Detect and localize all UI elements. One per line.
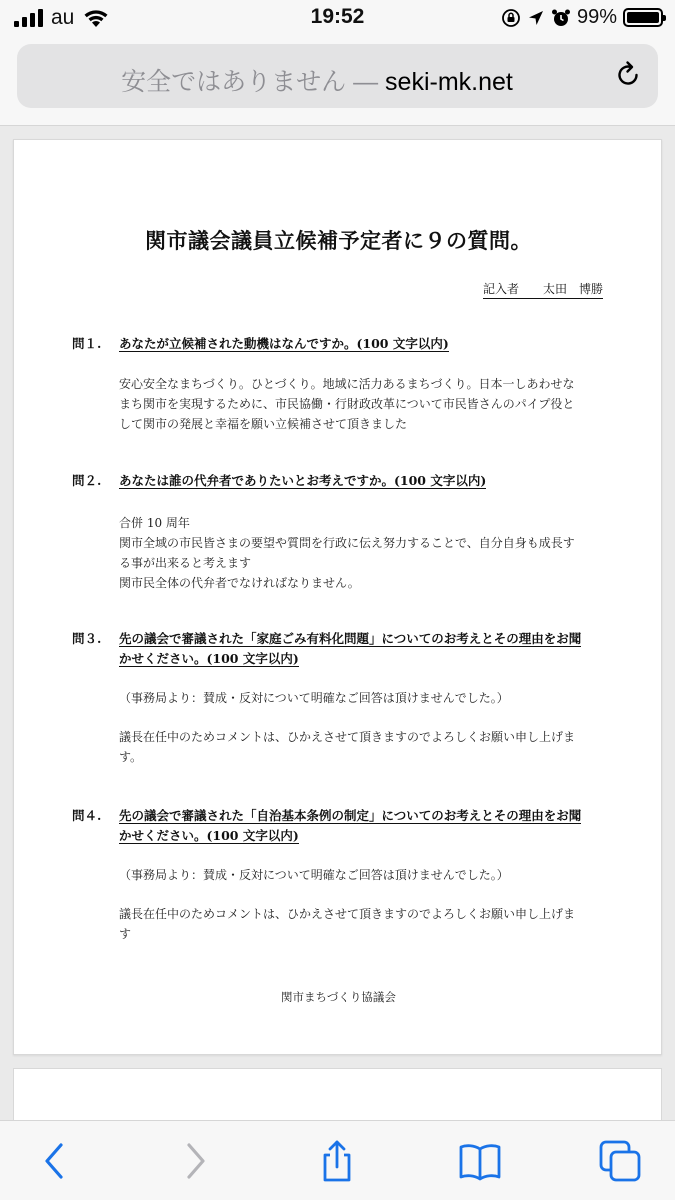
reload-icon[interactable] — [612, 59, 644, 91]
back-button[interactable] — [33, 1139, 77, 1183]
share-button[interactable] — [315, 1139, 359, 1183]
pdf-page — [13, 139, 662, 1055]
insecure-warning: 安全ではありません — — [121, 68, 386, 96]
answer-3 — [119, 727, 614, 767]
office-note: （事務局より：賛成・反対について明確なご回答は頂けませんでした。） — [119, 691, 509, 705]
forward-icon — [181, 1141, 209, 1181]
question-3 — [72, 629, 612, 669]
answer-line: 合併 10 周年 — [119, 516, 190, 530]
address-bar-area — [0, 38, 675, 126]
share-icon — [317, 1139, 357, 1183]
tabs-button[interactable] — [598, 1139, 642, 1183]
office-note: （事務局より：賛成・反対について明確なご回答は頂けませんでした。） — [119, 868, 509, 882]
answer-line: 関市全域の市民皆さまの要望や質問を行政に伝え努力することで、自分自身も成長す — [119, 536, 575, 550]
document-title: 関市議会議員立候補予定者に９の質問。 — [145, 228, 532, 253]
alarm-icon — [551, 8, 571, 28]
question-number: 問１. — [72, 336, 102, 351]
document-footer: 関市まちづくり協議会 — [281, 990, 396, 1004]
battery-level-fill — [627, 12, 659, 23]
question-text: あなたが立候補された動機はなんですか。(100 文字以内) — [119, 336, 449, 351]
status-bar — [0, 0, 675, 38]
answer-1 — [119, 374, 614, 434]
bookmarks-icon — [458, 1141, 502, 1181]
question-text-line: 先の議会で審議された「家庭ごみ有料化問題」についてのお考えとその理由をお聞 — [119, 631, 582, 646]
answer-line: す — [119, 927, 132, 941]
url-domain: seki-mk.net — [385, 68, 513, 96]
bottom-toolbar — [0, 1120, 675, 1200]
question-number: 問２. — [72, 473, 102, 488]
note-3 — [119, 688, 614, 708]
note-4 — [119, 865, 614, 885]
url-text[interactable] — [17, 62, 617, 98]
bookmarks-button[interactable] — [458, 1139, 502, 1183]
forward-button[interactable] — [173, 1139, 217, 1183]
answer-line: して関市の発展と幸福を願い立候補させて頂きました — [119, 417, 408, 431]
answer-line: る事が出来ると考えます — [119, 556, 252, 570]
carrier-label: au — [51, 6, 75, 29]
answer-line: 関市民全体の代弁者でなければなりません。 — [119, 576, 360, 590]
tabs-icon — [598, 1139, 642, 1183]
battery-percent: 99% — [576, 6, 617, 28]
answer-line: 議長在任中のためコメントは、ひかえさせて頂きますのでよろしくお願い申し上げま — [119, 730, 576, 744]
question-number: 問４. — [72, 808, 102, 823]
address-bar[interactable] — [17, 44, 658, 108]
question-1 — [72, 334, 612, 354]
author-line: 記入者 太田 博勝 — [483, 280, 603, 299]
question-text-line: かせください。(100 文字以内) — [119, 828, 299, 843]
answer-line: す。 — [119, 750, 143, 764]
back-icon — [41, 1141, 69, 1181]
answer-2 — [119, 513, 614, 593]
question-text-line: かせください。(100 文字以内) — [119, 651, 299, 666]
question-text-line: 先の議会で審議された「自治基本条例の制定」についてのお考えとその理由をお聞 — [119, 808, 582, 823]
clock: 19:52 — [310, 5, 365, 28]
question-number: 問３. — [72, 631, 102, 646]
question-text: あなたは誰の代弁者でありたいとお考えですか。(100 文字以内) — [119, 473, 487, 488]
orientation-lock-icon — [501, 8, 521, 28]
question-4 — [72, 806, 612, 846]
answer-line: 議長在任中のためコメントは、ひかえさせて頂きますのでよろしくお願い申し上げま — [119, 907, 576, 921]
battery-icon — [623, 8, 663, 27]
answer-4 — [119, 904, 614, 944]
location-icon — [527, 9, 545, 27]
pdf-page-next — [13, 1068, 662, 1128]
answer-line: 安心安全なまちづくり。ひとづくり。地域に活力あるまちづくり。日本一しあわせな — [119, 377, 575, 391]
question-2 — [72, 471, 612, 491]
answer-line: まち関市を実現するために、市民協働・行財政改革について市民皆さんのパイプ役と — [119, 397, 575, 411]
